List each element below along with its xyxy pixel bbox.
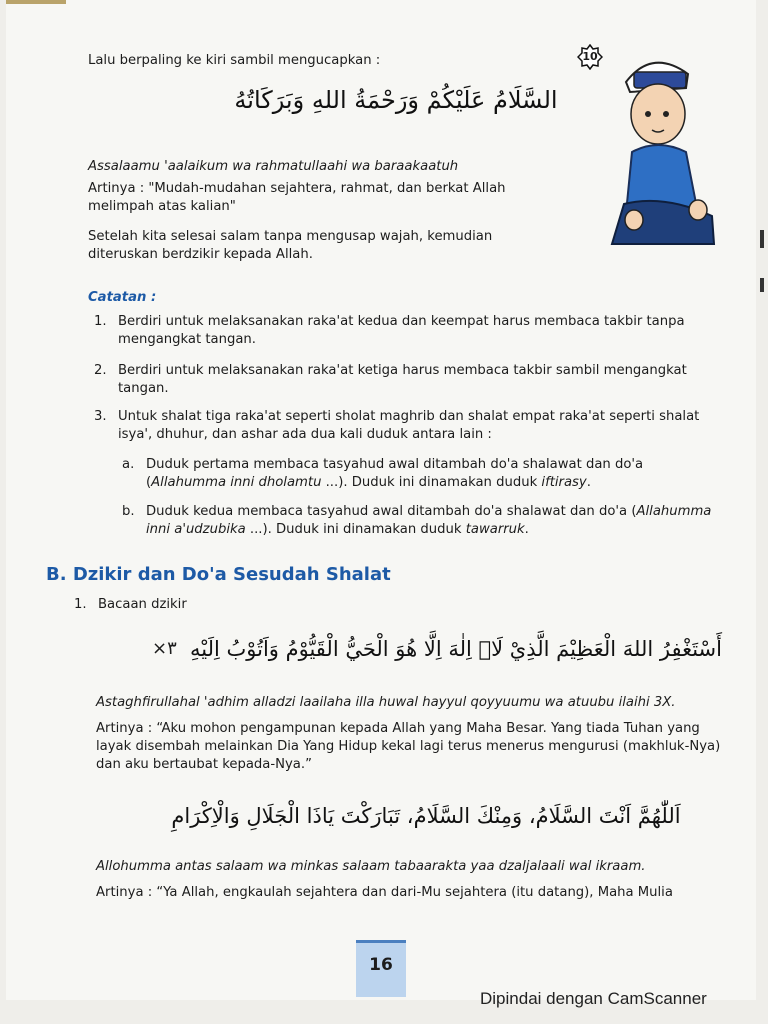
dzikir-item [74, 596, 187, 614]
scan-edge-mark [760, 230, 764, 248]
dzikir-arabic: أَسْتَغْفِرُ اللهَ الْعَظِيْمَ الَّذِيْ لَاۤ اِلٰهَ اِلَّا هُوَ الْحَيُّ الْقَيُّوْمُ وَاَتُوْبُ اِلَيْهِ [190, 637, 722, 661]
note-text: Berdiri untuk melaksanakan raka'at kedua dan keempat harus membaca takbir tanpa mengangkat tangan. [118, 314, 685, 347]
doa-latin: Allohumma antas salaam wa minkas salaam tabaarakta yaa dzaljalaali wal ikraam. [96, 859, 646, 874]
subitem-text: ...). Duduk ini dinamakan duduk [245, 522, 466, 537]
subitem-letter: a. [122, 457, 135, 472]
after-salam-text: Setelah kita selesai salam tanpa mengusap wajah, kemudian diteruskan berdzikir kepada Allah. [88, 229, 493, 262]
salam-latin: Assalaamu 'aalaikum wa rahmatullaahi wa baraakaatuh [88, 159, 459, 174]
book-page [6, 0, 756, 1000]
corner-decoration [6, 0, 66, 4]
note-number: 3. [94, 409, 107, 424]
step-number: 10 [582, 50, 598, 63]
sitting-term: tawarruk [465, 522, 525, 537]
scan-edge-mark [760, 278, 764, 292]
subitem-end: . [586, 475, 591, 490]
subitem-letter: b. [122, 504, 135, 519]
intro-text: Lalu berpaling ke kiri sambil mengucapkan : [88, 53, 381, 68]
note-subitem-a [122, 456, 720, 492]
doa-meaning: Artinya : “Ya Allah, engkaulah sejahtera dan dari-Mu sejahtera (itu datang), Maha Mulia [96, 885, 673, 900]
doa-name: Allahumma inni dholamtu [151, 475, 322, 490]
subitem-text: Duduk pertama membaca tasyahud awal ditambah do'a shalawat dan do'a ( [146, 457, 644, 490]
scanner-watermark: Dipindai dengan CamScanner [480, 989, 707, 1008]
doa-name: Allahumma inni a'udzubika [146, 504, 712, 537]
note-item-1 [94, 313, 719, 349]
doa-arabic: اَللّٰهُمَّ اَنْتَ السَّلَامُ، وَمِنْكَ السَّلَامُ، تَبَارَكْتَ يَاذَا الْجَلَالِ وَالْاِكْرَامِ [171, 804, 681, 828]
step-badge [577, 44, 603, 70]
note-number: 1. [94, 314, 107, 329]
note-item-3 [94, 408, 719, 444]
subitem-text: ...). Duduk ini dinamakan duduk [321, 475, 542, 490]
page-number: 16 [356, 940, 406, 997]
notes-label: Catatan : [88, 290, 157, 305]
note-text: Untuk shalat tiga raka'at seperti sholat maghrib dan shalat empat raka'at seperti shalat isya', dhuhur, dan ashar ada dua kali duduk antara lain : [118, 409, 700, 442]
sitting-term: iftirasy [541, 475, 587, 490]
note-number: 2. [94, 363, 107, 378]
item-number: 1. [74, 597, 87, 612]
note-subitem-b [122, 503, 720, 539]
item-label: Bacaan dzikir [98, 597, 187, 612]
salam-meaning: Artinya : "Mudah-mudahan sejahtera, rahmat, dan berkat Allah melimpah atas kalian" [88, 181, 506, 214]
note-text: Berdiri untuk melaksanakan raka'at ketiga harus membaca takbir sambil mengangkat tangan. [118, 363, 687, 396]
salam-arabic: السَّلَامُ عَلَيْكُمْ وَرَحْمَةُ اللهِ وَبَرَكَاتُهُ [234, 86, 558, 114]
praying-boy-illustration [604, 44, 724, 254]
subitem-text: Duduk kedua membaca tasyahud awal ditambah do'a shalawat dan do'a ( [146, 504, 637, 519]
note-item-2 [94, 362, 719, 398]
dzikir-meaning: Artinya : “Aku mohon pengampunan kepada Allah yang Maha Besar. Yang tiada Tuhan yang layak disembah melainkan Dia Yang Hidup kekal lagi terus menerus mengurusi (makhluk-Nya) dan aku bertaubat kepada-Nya.” [96, 721, 721, 772]
dzikir-latin: Astaghfirullahal 'adhim alladzi laailaha illa huwal hayyul qoyyuumu wa atuubu ilaihi 3X. [96, 695, 676, 710]
dzikir-times: ×٣ [152, 638, 177, 659]
section-b-title: B. Dzikir dan Do'a Sesudah Shalat [46, 564, 391, 585]
subitem-end: . [524, 522, 529, 537]
